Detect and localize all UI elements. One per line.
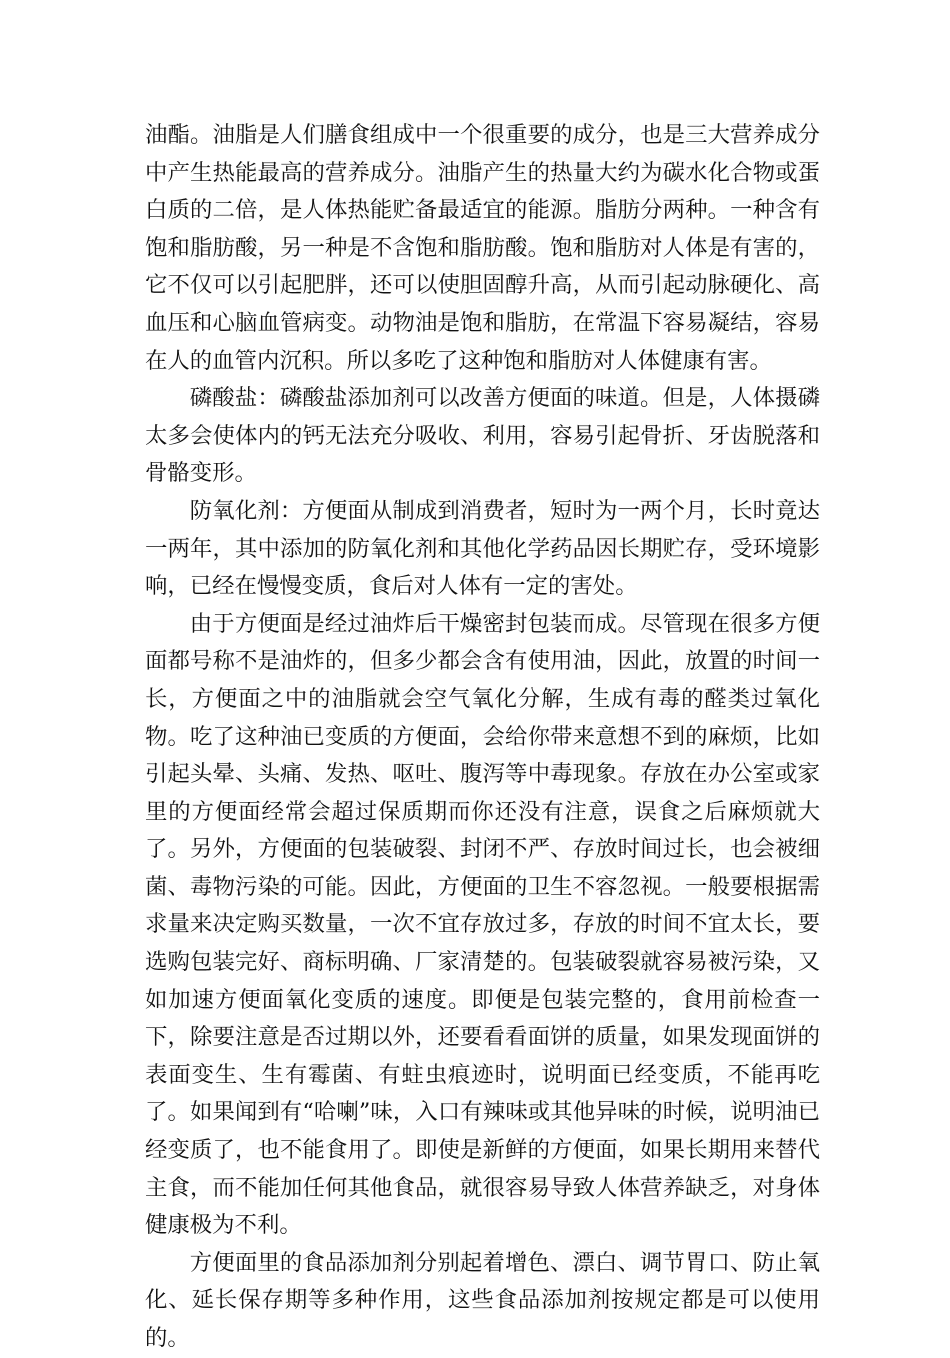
paragraph-oil-fat: 油酯。油脂是人们膳食组成中一个很重要的成分，也是三大营养成分中产生热能最高的营养成分。油脂产生的热量大约为碳水化合物或蛋白质的二倍，是人体热能贮备最适宜的能源。脂肪分两种。一种含有饱和脂肪酸，另一种是不含饱和脂肪酸。饱和脂肪对人体是有害的，它不仅可以引起肥胖，还可以使胆固醇升高，从而引起动脉硬化、高血压和心脑血管病变。动物油是饱和脂肪，在常温下容易凝结，容易在人的血管内沉积。所以多吃了这种饱和脂肪对人体健康有害。 — [145, 122, 820, 374]
document-body — [145, 117, 820, 1358]
paragraph-storage-safety: 由于方便面是经过油炸后干燥密封包装而成。尽管现在很多方便面都号称不是油炸的，但多少都会含有使用油，因此，放置的时间一长，方便面之中的油脂就会空气氧化分解，生成有毒的醛类过氧化物。吃了这种油已变质的方便面，会给你带来意想不到的麻烦，比如引起头晕、头痛、发热、呕吐、腹泻等中毒现象。存放在办公室或家里的方便面经常会超过保质期而你还没有注意，误食之后麻烦就大了。另外，方便面的包装破裂、封闭不严、存放时间过长，也会被细菌、毒物污染的可能。因此，方便面的卫生不容忽视。一般要根据需求量来决定购买数量，一次不宜存放过多，存放的时间不宜太长，要选购包装完好、商标明确、厂家清楚的。包装破裂就容易被污染，又如加速方便面氧化变质的速度。即便是包装完整的，食用前检查一下，除要注意是否过期以外，还要看看面饼的质量，如果发现面饼的表面变生、生有霉菌、有蛀虫痕迹时，说明面已经变质，不能再吃了。如果闻到有“哈喇”味，入口有辣味或其他异味的时候，说明油已经变质了，也不能食用了。即使是新鲜的方便面，如果长期用来替代主食，而不能加任何其他食品，就很容易导致人体营养缺乏，对身体健康极为不利。 — [145, 610, 820, 1239]
paragraph-phosphate: 磷酸盐：磷酸盐添加剂可以改善方便面的味道。但是，人体摄磷太多会使体内的钙无法充分吸收、利用，容易引起骨折、牙齿脱落和骨骼变形。 — [145, 385, 820, 487]
paragraph-additives-summary: 方便面里的食品添加剂分别起着增色、漂白、调节胃口、防止氧化、延长保存期等多种作用，这些食品添加剂按规定都是可以使用的。 — [145, 1249, 820, 1351]
paragraph-antioxidant: 防氧化剂：方便面从制成到消费者，短时为一两个月，长时竟达一两年，其中添加的防氧化剂和其他化学药品因长期贮存，受环境影响，已经在慢慢变质，食后对人体有一定的害处。 — [145, 497, 820, 600]
